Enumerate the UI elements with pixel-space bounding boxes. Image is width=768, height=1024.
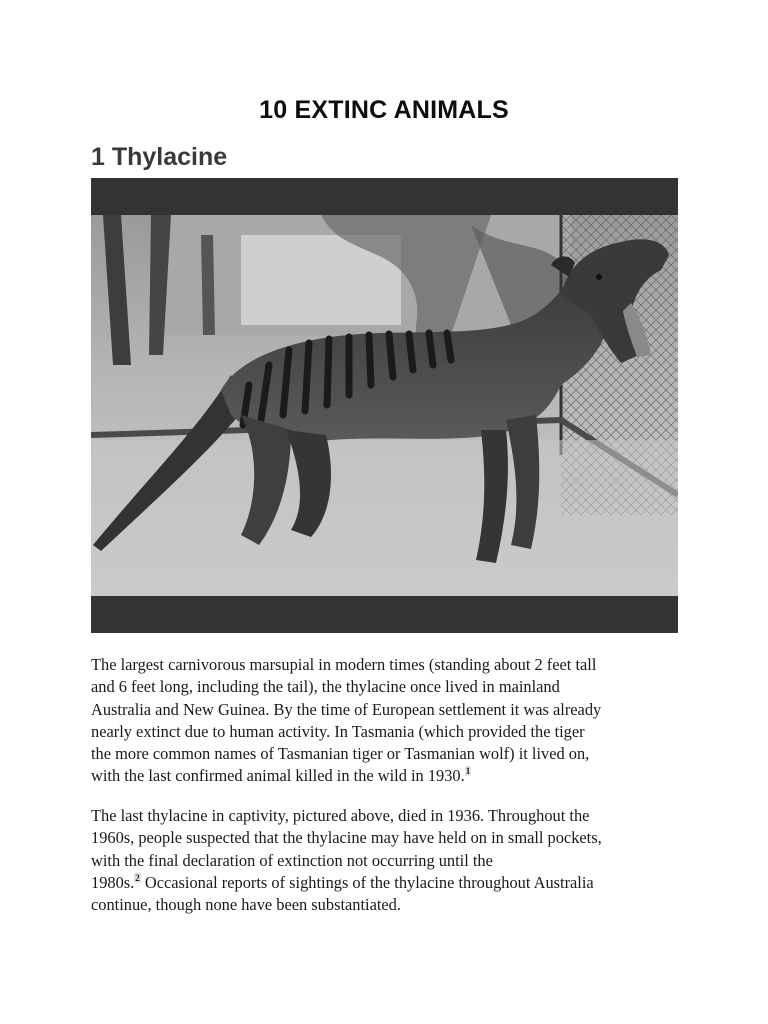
paragraph-2-line: 1960s, people suspected that the thylacine may have held on in small pockets, (91, 828, 602, 848)
paragraph-1-line: Australia and New Guinea. By the time of European settlement it was already (91, 699, 602, 719)
footnote-ref-1[interactable]: 1 (465, 766, 471, 777)
paragraph-1-line-text: with the last confirmed animal killed in the wild in 1930. (91, 766, 465, 786)
paragraph-1-last-line (91, 765, 691, 787)
paragraph-2 (91, 805, 691, 916)
paragraph-1-line: nearly extinct due to human activity. In Tasmania (which provided the tiger (91, 721, 585, 741)
thylacine-photo (91, 178, 678, 633)
paragraph-1-line: and 6 feet long, including the tail), the thylacine once lived in mainland (91, 677, 560, 697)
paragraph-2-line-text: Occasional reports of sightings of the thylacine throughout Australia (140, 872, 594, 892)
paragraph-2-line-with-footnote (91, 872, 691, 894)
paragraph-2-line: with the final declaration of extinction not occurring until the (91, 850, 493, 870)
footnote-ref-2[interactable]: 2 (135, 872, 140, 883)
thylacine-photo-drawing (91, 215, 678, 596)
paragraph-2-line-text: 1980s. (91, 872, 135, 892)
paragraph-1 (91, 654, 691, 788)
section-heading: 1 Thylacine (91, 143, 228, 171)
page-title: 10 EXTINC ANIMALS (259, 96, 509, 124)
paragraph-2-line: continue, though none have been substantiated. (91, 895, 401, 915)
paragraph-2-line: The last thylacine in captivity, pictured above, died in 1936. Throughout the (91, 806, 590, 825)
paragraph-1-line: the more common names of Tasmanian tiger or Tasmanian wolf) it lived on, (91, 744, 590, 764)
paragraph-1-line: The largest carnivorous marsupial in modern times (standing about 2 feet tall (91, 655, 597, 674)
